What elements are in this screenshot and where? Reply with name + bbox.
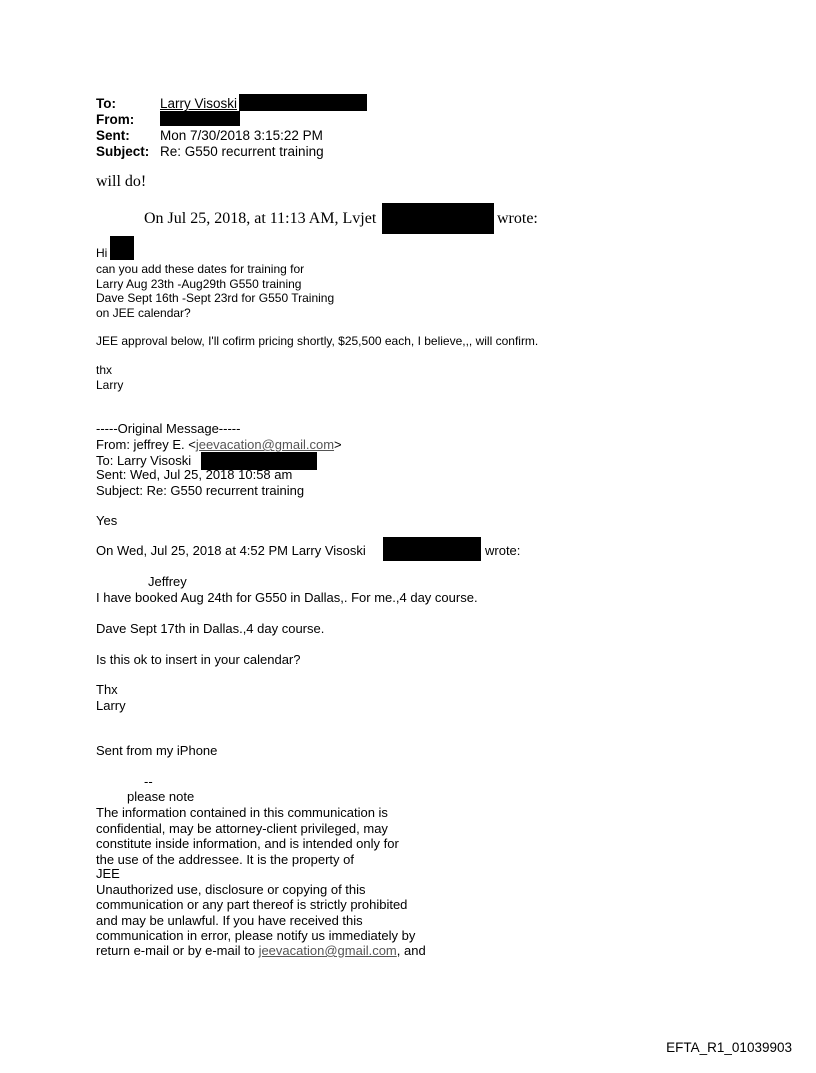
quote1-intro-wrote: wrote: bbox=[497, 210, 538, 227]
footer-note-title: please note bbox=[127, 789, 195, 804]
footer-line: JEE bbox=[96, 866, 120, 881]
document-id: EFTA_R1_01039903 bbox=[666, 1040, 792, 1055]
footer-line: communication in error, please notify us immediately by bbox=[96, 928, 416, 943]
original-from: From: jeffrey E. <jeevacation@gmail.com> bbox=[96, 437, 342, 452]
footer-line: confidential, may be attorney-client privileged, may bbox=[96, 820, 388, 836]
original-divider: -----Original Message----- bbox=[96, 421, 241, 436]
footer-line: Unauthorized use, disclosure or copying of this bbox=[96, 881, 366, 897]
sent-label: Sent: bbox=[96, 128, 130, 143]
footer-line: the use of the addressee. It is the property of bbox=[96, 851, 354, 867]
footer-line: The information contained in this communication is bbox=[96, 805, 388, 820]
quote1-approval: JEE approval below, I'll cofirm pricing shortly, $25,500 each, I believe,,, will confirm. bbox=[96, 334, 539, 348]
redaction-box bbox=[382, 203, 494, 234]
quote2-salutation: Jeffrey bbox=[148, 574, 187, 589]
footer-line: constitute inside information, and is intended only for bbox=[96, 836, 399, 851]
redaction-box bbox=[383, 537, 481, 561]
email-link[interactable]: jeevacation@gmail.com bbox=[195, 437, 335, 452]
redaction-box bbox=[239, 94, 367, 111]
original-sent: Sent: Wed, Jul 25, 2018 10:58 am bbox=[96, 467, 293, 482]
quote2-line: Dave Sept 17th in Dallas.,4 day course. bbox=[96, 621, 325, 636]
footer-last-line: return e-mail or by e-mail to jeevacation@gmail.com, and bbox=[96, 943, 426, 958]
original-reply: Yes bbox=[96, 513, 118, 528]
footer-line: and may be unlawful. If you have received this bbox=[96, 912, 363, 928]
quote1-line: Larry Aug 23th -Aug29th G550 training bbox=[96, 276, 302, 291]
email-link[interactable]: jeevacation@gmail.com bbox=[258, 943, 397, 958]
sent-from-iphone: Sent from my iPhone bbox=[96, 743, 218, 758]
sent-value: Mon 7/30/2018 3:15:22 PM bbox=[160, 128, 323, 143]
quote1-greeting: Hi bbox=[96, 246, 108, 260]
footer-dashes: -- bbox=[144, 774, 153, 789]
quote2-line: I have booked Aug 24th for G550 in Dallas,. For me.,4 day course. bbox=[96, 590, 478, 605]
redaction-box bbox=[110, 236, 134, 260]
subject-value: Re: G550 recurrent training bbox=[160, 144, 324, 159]
footer-line: communication or any part thereof is strictly prohibited bbox=[96, 897, 408, 912]
quote1-sign-name: Larry bbox=[96, 377, 124, 392]
reply-text: will do! bbox=[96, 173, 147, 190]
quote1-line: Dave Sept 16th -Sept 23rd for G550 Training bbox=[96, 291, 335, 305]
quote1-intro: On Jul 25, 2018, at 11:13 AM, Lvjet bbox=[144, 210, 377, 227]
redaction-box bbox=[160, 111, 240, 126]
original-to: To: Larry Visoski bbox=[96, 453, 192, 468]
to-value: Larry Visoski bbox=[160, 96, 238, 111]
subject-label: Subject: bbox=[96, 144, 150, 159]
quote2-sign-name: Larry bbox=[96, 698, 126, 713]
quote1-sign-thx: thx bbox=[96, 363, 113, 377]
original-subject: Subject: Re: G550 recurrent training bbox=[96, 483, 305, 498]
quote1-line: on JEE calendar? bbox=[96, 305, 191, 320]
to-label: To: bbox=[96, 96, 116, 111]
from-label: From: bbox=[96, 112, 135, 127]
quote1-line: can you add these dates for training for bbox=[96, 262, 305, 276]
quote2-sign-thx: Thx bbox=[96, 682, 118, 697]
quote2-intro: On Wed, Jul 25, 2018 at 4:52 PM Larry Visoski bbox=[96, 543, 366, 558]
quote2-line: Is this ok to insert in your calendar? bbox=[96, 652, 301, 667]
quote2-intro-wrote: wrote: bbox=[485, 543, 521, 558]
